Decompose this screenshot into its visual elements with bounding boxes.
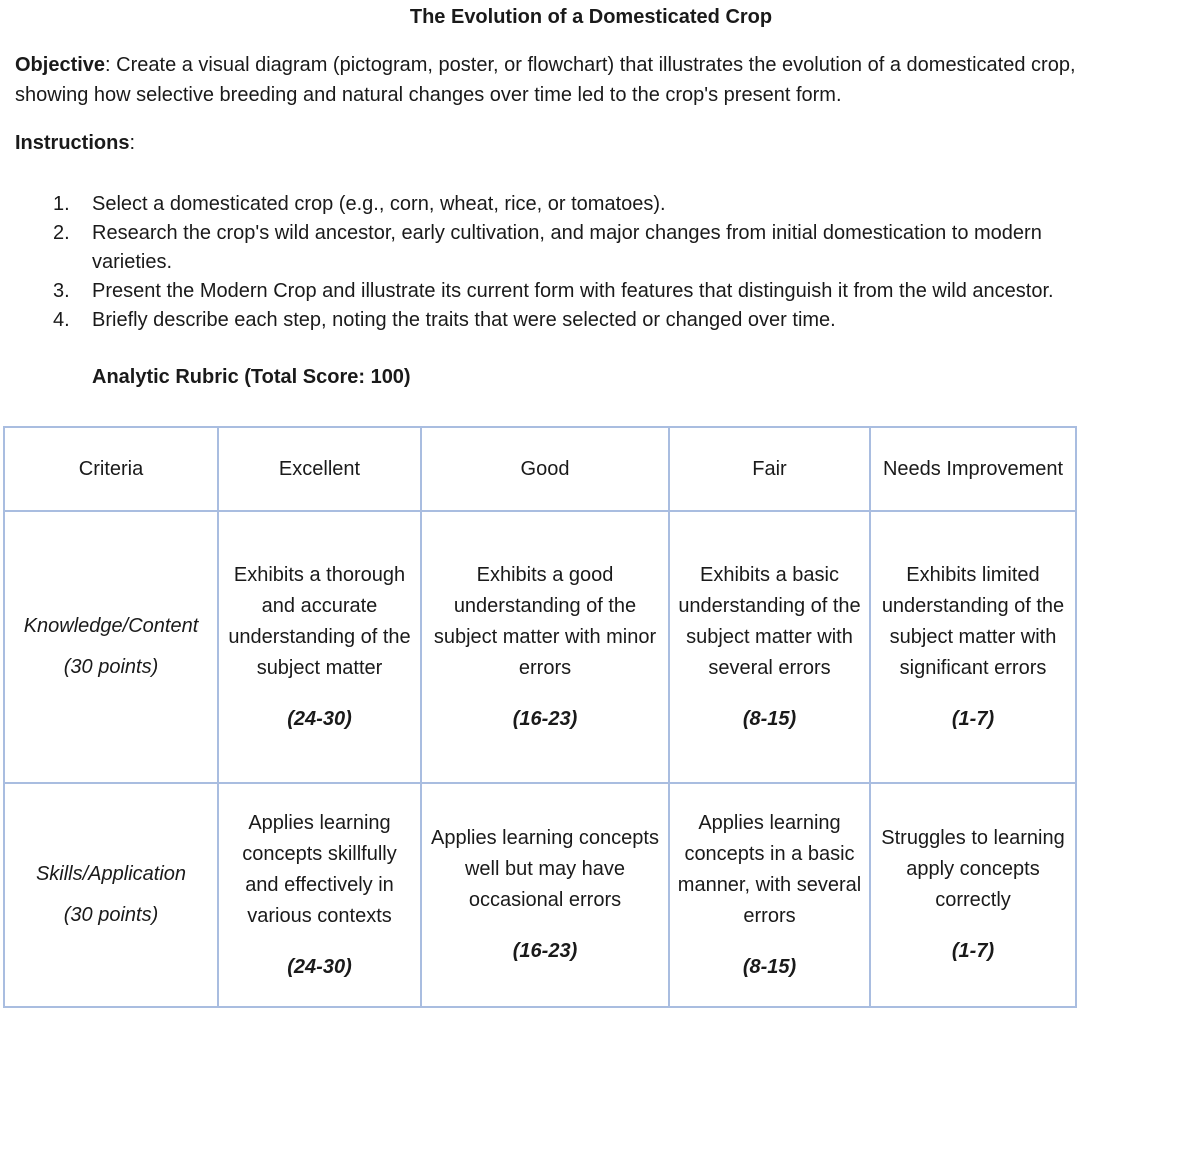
- criterion-name: Skills/Application: [35, 863, 187, 885]
- header-excellent: Excellent: [218, 427, 421, 511]
- instruction-item: 3. Present the Modern Crop and illustrate its current form with features that distinguish it from the wild ancestor.: [53, 280, 1054, 302]
- rubric-cell: Applies learning concepts well but may have occasional errors (16-23): [421, 783, 669, 1007]
- rubric-header-row: [4, 427, 1076, 511]
- rubric-cell: Applies learning concepts skillfully and effectively in various contexts (24-30): [218, 783, 421, 1007]
- rubric-cell: Exhibits a basic understanding of the subject matter with several errors (8-15): [669, 511, 870, 783]
- instruction-item: 4. Briefly describe each step, noting the traits that were selected or changed over time.: [53, 309, 836, 331]
- rubric-row-knowledge: [4, 511, 1076, 783]
- criterion-name: Knowledge/Content: [23, 615, 199, 637]
- score-range: (24-30): [287, 707, 352, 730]
- instruction-item: 1. Select a domesticated crop (e.g., corn, wheat, rice, or tomatoes).: [53, 193, 666, 215]
- score-range: (8-15): [742, 955, 797, 978]
- score-range: (24-30): [287, 955, 352, 978]
- objective-label: Objective: [15, 54, 106, 76]
- rubric-cell: Struggles to learning apply concepts correctly (1-7): [870, 783, 1076, 1007]
- rubric-cell: Exhibits a thorough and accurate understanding of the subject matter (24-30): [218, 511, 421, 783]
- rubric-cell: Exhibits a good understanding of the subject matter with minor errors (16-23): [421, 511, 669, 783]
- header-needs-improvement: Needs Improvement: [870, 427, 1076, 511]
- page-title: The Evolution of a Domesticated Crop: [409, 6, 773, 28]
- objective-text: : Create a visual diagram (pictogram, poster, or flowchart) that illustrates the evolution of a domesticated crop,: [105, 54, 1076, 76]
- rubric-table: [3, 426, 1077, 1008]
- objective-section: [15, 50, 1076, 110]
- score-range: (1-7): [951, 940, 995, 962]
- rubric-cell: Applies learning concepts in a basic manner, with several errors (8-15): [669, 783, 870, 1007]
- score-range: (8-15): [742, 707, 797, 730]
- instructions-label: Instructions: [15, 132, 130, 154]
- criterion-points: (30 points): [63, 656, 159, 678]
- rubric-heading: Analytic Rubric (Total Score: 100): [92, 366, 411, 388]
- rubric-cell: Exhibits limited understanding of the subject matter with significant errors (1-7): [870, 511, 1076, 783]
- criterion-points: (30 points): [63, 904, 159, 926]
- criterion-cell: [4, 511, 218, 783]
- instructions-heading: Instructions:: [15, 132, 136, 154]
- score-range: (1-7): [951, 707, 995, 730]
- header-fair: Fair: [669, 427, 870, 511]
- score-range: (16-23): [512, 940, 578, 962]
- instruction-item: 2. Research the crop's wild ancestor, early cultivation, and major changes from initial domestication to modern varieties.: [53, 222, 1042, 273]
- score-range: (16-23): [512, 707, 578, 730]
- header-good: Good: [421, 427, 669, 511]
- header-criteria: Criteria: [4, 427, 218, 511]
- objective-text-continued: showing how selective breeding and natural changes over time led to the crop's present form.: [15, 84, 842, 106]
- rubric-row-skills: [4, 783, 1076, 1007]
- criterion-cell: [4, 783, 218, 1007]
- instructions-list: [0, 190, 1054, 335]
